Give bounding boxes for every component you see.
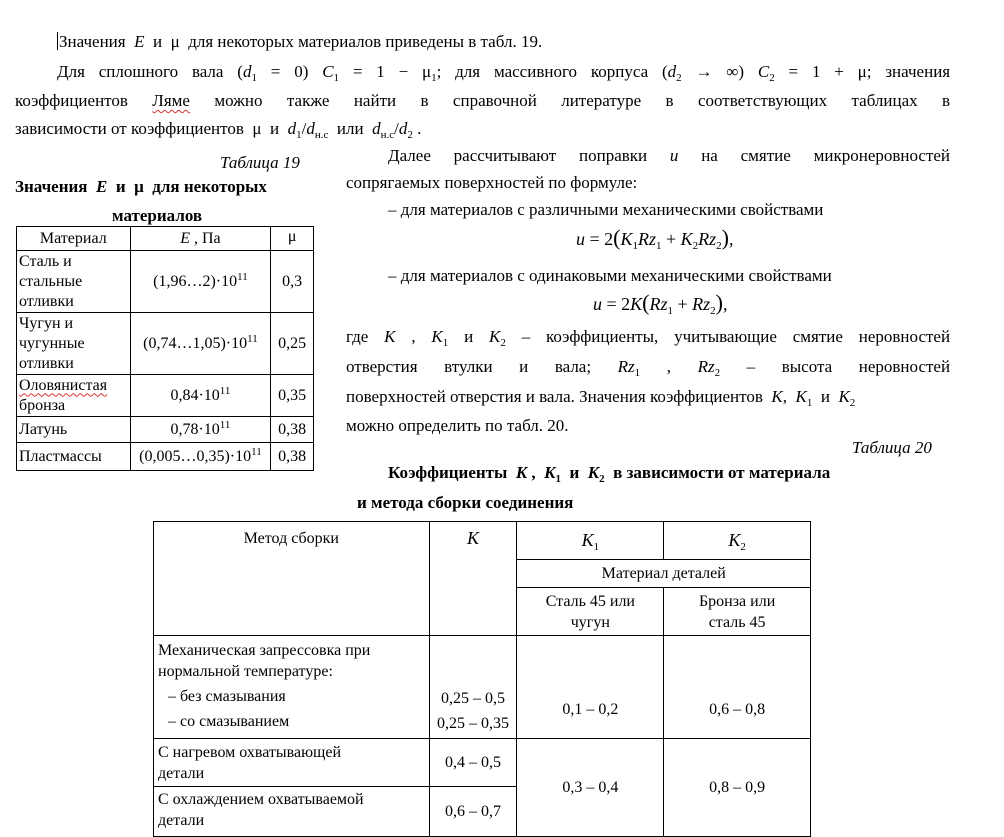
table19-title-line1: Значения E и μ для некоторых xyxy=(15,177,267,196)
table20-title-line1: Коэффициенты K , $K_1$ и $K_2$ в зависимости от материала xyxy=(388,463,831,485)
intro-line-1: Значения E и μ для некоторых материалов приведены в табл. 19. xyxy=(59,32,543,51)
t19-header-E: E , Па xyxy=(130,227,271,251)
t19-cell-mu: 0,38 xyxy=(271,443,314,471)
table19-title-line2: материалов xyxy=(112,206,203,225)
t20-sub2: – со смазыванием xyxy=(168,713,290,730)
t20-sub1: – без смазывания xyxy=(168,688,286,705)
table19 xyxy=(16,226,314,471)
t19-cell-material: Чугун и чугунные отливки xyxy=(17,313,131,375)
t19-cell-material: Латунь xyxy=(17,417,131,443)
t20-K-sub2: 0,25 – 0,35 xyxy=(437,715,510,732)
t20-K-sub1: 0,25 – 0,5 xyxy=(441,690,506,707)
t20-cell-method: С нагревом охватывающей детали xyxy=(154,739,430,787)
right-p2-line1: где K , $K_1$ и $K_2$ – коэффициенты, учитывающие смятие неровностей xyxy=(346,327,951,349)
t20-cell-K1: 0,3 – 0,4 xyxy=(517,739,664,837)
t19-cell-E: $0,78\cdot 10^{11}$ xyxy=(130,417,271,443)
table20 xyxy=(153,521,811,837)
t19-cell-E: $0,84\cdot 10^{11}$ xyxy=(130,375,271,417)
t19-cell-mu: 0,35 xyxy=(271,375,314,417)
t20-cell-K2: 0,6 – 0,8 xyxy=(664,636,811,739)
t19-cell-E: $(1,96\dots 2)\cdot 10^{11}$ xyxy=(130,251,271,313)
right-case1: – для материалов с различными механическими свойствами xyxy=(388,200,824,219)
t19-cell-mu: 0,38 xyxy=(271,417,314,443)
t20-header-K1: $K_1$ xyxy=(517,522,664,560)
table-row xyxy=(17,251,314,313)
t19-header-material: Материал xyxy=(17,227,131,251)
t19-header-mu: μ xyxy=(271,227,314,251)
right-p2-line3: поверхностей отверстия и вала. Значения коэффициентов K, $K_1$ и $K_2$ xyxy=(346,387,856,409)
t20-cell-K1: 0,1 – 0,2 xyxy=(517,636,664,739)
table-row xyxy=(17,313,314,375)
right-p2-line2: отверстия втулки и вала; $Rz_1$ , $Rz_2$ – высота неровностей xyxy=(346,357,951,379)
right-p1-line1: Далее рассчитывают поправки u на смятие микронеровностей xyxy=(388,146,951,165)
t20-cell-method: С охлаждением охватываемой детали xyxy=(154,787,430,837)
table20-title-line2: и метода сборки соединения xyxy=(357,493,574,512)
t19-cell-E: $(0,005\dots 0,35)\cdot 10^{11}$ xyxy=(130,443,271,471)
t20-header-mat1: Сталь 45 или чугун xyxy=(517,588,664,636)
t20-header-material: Материал деталей xyxy=(517,560,811,588)
t20-header-K: K xyxy=(429,522,517,636)
table-row xyxy=(17,375,314,417)
t19-cell-material: Пластмассы xyxy=(17,443,131,471)
table20-caption: Таблица 20 xyxy=(852,438,932,457)
intro-line-3: коэффициентов Ляме можно также найти в справочной литературе в соответствующих таблицах в xyxy=(15,91,951,110)
t20-cell-K: 0,4 – 0,5 xyxy=(429,739,517,787)
table-row xyxy=(17,443,314,471)
t20-header-K2: $K_2$ xyxy=(664,522,811,560)
formula-1: $u = 2(K_1Rz_1 + K_2Rz_2)$, xyxy=(576,225,734,252)
table-row xyxy=(154,739,811,787)
t19-cell-E: $(0,74\dots 1,05)\cdot 10^{11}$ xyxy=(130,313,271,375)
t19-cell-mu: 0,3 xyxy=(271,251,314,313)
t20-header-method: Метод сборки xyxy=(154,522,430,636)
table-row xyxy=(17,417,314,443)
t19-cell-mu: 0,25 xyxy=(271,313,314,375)
right-case2: – для материалов с одинаковыми механическими свойствами xyxy=(388,266,832,285)
t20-cell-K2: 0,8 – 0,9 xyxy=(664,739,811,837)
t19-cell-material: Сталь и стальные отливки xyxy=(17,251,131,313)
text-cursor xyxy=(57,32,58,50)
intro-line-2: Для сплошного вала $(d_1 = 0) C_1 = 1 - \mu_1$; для массивного корпуса ($d_2$ → ∞) $C_2 = 1 + \mu$; значения xyxy=(57,62,951,84)
t20-cell-K: 0,6 – 0,7 xyxy=(429,787,517,837)
right-p1-line2: сопрягаемых поверхностей по формуле: xyxy=(346,173,638,192)
t20-cell-method: Механическая запрессовка при нормальной температуре: – без смазывания – со смазыванием xyxy=(154,636,430,739)
t20-header-mat2: Бронза или сталь 45 xyxy=(664,588,811,636)
right-p2-line4: можно определить по табл. 20. xyxy=(346,416,569,435)
table19-caption: Таблица 19 xyxy=(220,153,300,172)
intro-line-4: зависимости от коэффициентов μ и $d_1/d_{н.с}$ или $d_{н.с}/d_2$ . xyxy=(15,119,422,141)
formula-2: $u = 2K(Rz_1 + Rz_2)$, xyxy=(593,290,728,317)
t19-cell-material: Оловянистая бронза xyxy=(17,375,131,417)
table-row xyxy=(154,636,811,739)
t20-cell-K xyxy=(429,636,517,739)
